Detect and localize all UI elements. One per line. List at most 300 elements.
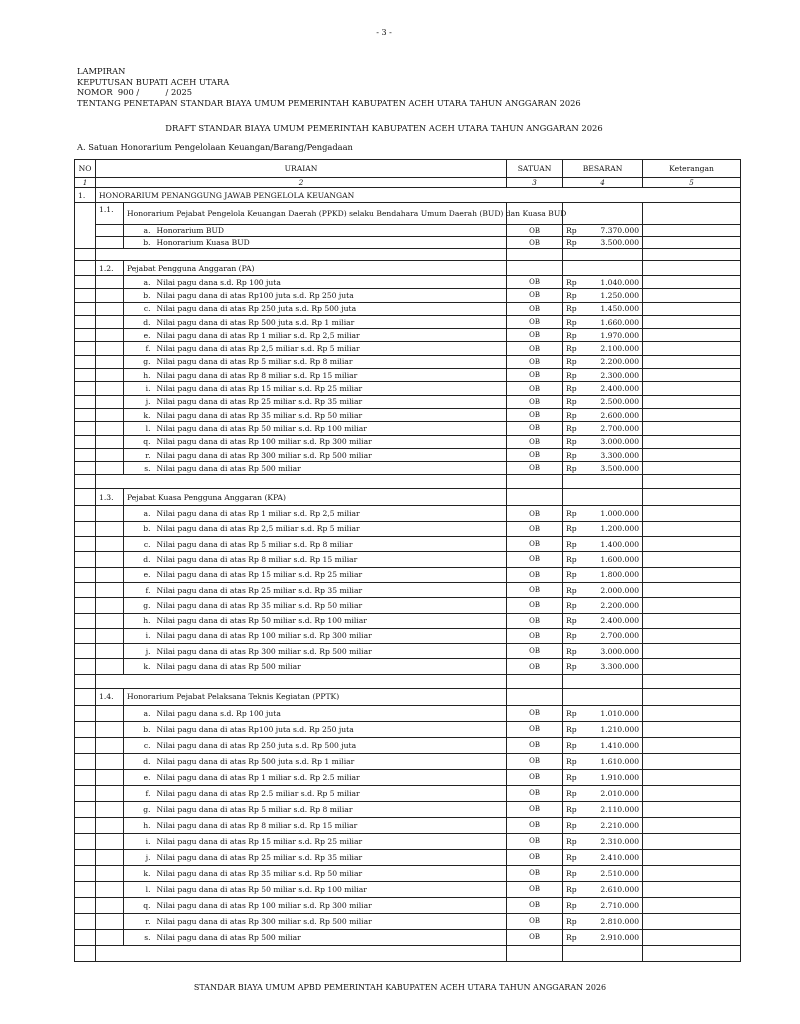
item-unit: OB <box>507 705 563 721</box>
item-letter: k. <box>124 865 154 881</box>
item-amount-cell <box>563 737 643 753</box>
header-keterangan: Keterangan <box>643 160 741 178</box>
no-cell <box>75 613 96 628</box>
item-letter: g. <box>124 801 154 817</box>
document-header <box>77 66 581 108</box>
no-cell <box>75 849 96 865</box>
currency: Rp <box>566 772 577 782</box>
no-cell <box>75 289 96 302</box>
item-amount-cell <box>563 521 643 536</box>
indent-cell <box>96 315 124 328</box>
item-amount-cell <box>563 582 643 597</box>
item-letter: a. <box>124 506 154 521</box>
indent-cell <box>96 897 124 913</box>
item-label: Nilai pagu dana di atas Rp 15 miliar s.d. Rp 25 miliar <box>154 833 507 849</box>
amount-wrap <box>566 601 639 610</box>
item-unit: OB <box>507 567 563 582</box>
amount-wrap <box>566 278 639 287</box>
amount-value: 1.450.000 <box>600 304 640 314</box>
currency: Rp <box>566 756 577 766</box>
amount-value: 2.200.000 <box>600 357 640 367</box>
table-row <box>75 342 741 355</box>
item-label: Nilai pagu dana di atas Rp 1 miliar s.d. Rp 2.5 miliar <box>154 769 507 785</box>
item-amount-cell <box>563 537 643 552</box>
amount-wrap <box>566 344 639 353</box>
amount-wrap <box>566 384 639 393</box>
currency: Rp <box>566 804 577 814</box>
item-unit: OB <box>507 506 563 521</box>
item-amount-cell <box>563 705 643 721</box>
currency: Rp <box>566 708 577 718</box>
amount-value: 7.370.000 <box>600 226 640 235</box>
currency: Rp <box>566 646 577 656</box>
item-amount-cell <box>563 329 643 342</box>
no-cell <box>75 395 96 408</box>
currency: Rp <box>566 884 577 894</box>
currency: Rp <box>566 509 577 519</box>
remarks-cell <box>643 448 741 461</box>
item-amount-cell <box>563 369 643 382</box>
amount-value: 2.400.000 <box>600 384 640 394</box>
no-cell <box>75 897 96 913</box>
amount-value: 1.660.000 <box>600 317 640 327</box>
item-label: Nilai pagu dana di atas Rp 100 miliar s.d. Rp 300 miliar <box>154 897 507 913</box>
remarks-cell <box>643 276 741 289</box>
amount-wrap <box>566 901 639 910</box>
no-cell <box>75 567 96 582</box>
sub3-code: 1.3. <box>96 489 124 506</box>
remarks-cell <box>643 506 741 521</box>
indent-cell <box>96 613 124 628</box>
spacer-row <box>75 249 741 261</box>
empty-cell <box>96 249 507 261</box>
header-uraian: URAIAN <box>96 160 507 178</box>
item-label: Nilai pagu dana di atas Rp 500 juta s.d. Rp 1 miliar <box>154 315 507 328</box>
item-unit: OB <box>507 237 563 249</box>
no-cell <box>75 769 96 785</box>
item-letter: l. <box>124 422 154 435</box>
item-unit: OB <box>507 302 563 315</box>
indent-cell <box>96 929 124 945</box>
empty-cell <box>643 945 741 961</box>
indent-cell <box>96 422 124 435</box>
empty-cell <box>643 475 741 489</box>
item-label: Nilai pagu dana di atas Rp 50 miliar s.d. Rp 100 miliar <box>154 422 507 435</box>
indent-cell <box>96 355 124 368</box>
amount-wrap <box>566 570 639 579</box>
item-label: Nilai pagu dana di atas Rp 35 miliar s.d. Rp 50 miliar <box>154 865 507 881</box>
item-unit: OB <box>507 849 563 865</box>
indent-cell <box>96 537 124 552</box>
item-label: Nilai pagu dana di atas Rp 25 miliar s.d. Rp 35 miliar <box>154 849 507 865</box>
amount-value: 2.310.000 <box>600 836 640 846</box>
table-row <box>75 289 741 302</box>
item-letter: k. <box>124 659 154 674</box>
table-row <box>75 506 741 521</box>
amount-value: 2.710.000 <box>600 900 640 910</box>
no-cell <box>75 382 96 395</box>
item-label: Nilai pagu dana di atas Rp 8 miliar s.d. Rp 15 miliar <box>154 552 507 567</box>
amount-wrap <box>566 238 639 247</box>
item-unit: OB <box>507 276 563 289</box>
item-unit: OB <box>507 881 563 897</box>
item-label: Nilai pagu dana di atas Rp 100 miliar s.d. Rp 300 miliar <box>154 435 507 448</box>
item-letter: i. <box>124 382 154 395</box>
amount-value: 2.810.000 <box>600 916 640 926</box>
currency: Rp <box>566 437 577 447</box>
currency: Rp <box>566 662 577 672</box>
indent-cell <box>96 598 124 613</box>
indent-cell <box>96 705 124 721</box>
no-cell <box>75 276 96 289</box>
remarks-cell <box>643 289 741 302</box>
currency: Rp <box>566 836 577 846</box>
currency: Rp <box>566 820 577 830</box>
amount-value: 2.100.000 <box>600 344 640 354</box>
amount-value: 2.300.000 <box>600 370 640 380</box>
indent-cell <box>96 448 124 461</box>
table-row <box>75 567 741 582</box>
item-letter: g. <box>124 598 154 613</box>
item-unit: OB <box>507 737 563 753</box>
table-row <box>75 435 741 448</box>
table-row <box>75 929 741 945</box>
empty-cell <box>507 674 563 688</box>
colnum-3: 3 <box>507 178 563 188</box>
item-unit: OB <box>507 342 563 355</box>
remarks-cell <box>643 435 741 448</box>
item-unit: OB <box>507 448 563 461</box>
item-label: Nilai pagu dana di atas Rp100 juta s.d. Rp 250 juta <box>154 289 507 302</box>
currency: Rp <box>566 357 577 367</box>
table-row <box>75 705 741 721</box>
empty-cell <box>643 674 741 688</box>
item-unit: OB <box>507 801 563 817</box>
item-letter: r. <box>124 448 154 461</box>
header-lampiran: LAMPIRAN <box>77 66 126 76</box>
empty-cell <box>96 475 507 489</box>
item-letter: h. <box>124 817 154 833</box>
remarks-cell <box>643 329 741 342</box>
amount-wrap <box>566 805 639 814</box>
no-cell <box>75 674 96 688</box>
item-amount-cell <box>563 929 643 945</box>
amount-value: 2.500.000 <box>600 397 640 407</box>
item-label: Nilai pagu dana di atas Rp 5 miliar s.d. Rp 8 miliar <box>154 355 507 368</box>
item-amount-cell <box>563 721 643 737</box>
indent-cell <box>96 395 124 408</box>
remarks-cell <box>643 769 741 785</box>
item-amount-cell <box>563 225 643 237</box>
item-unit: OB <box>507 395 563 408</box>
spacer-row <box>75 674 741 688</box>
amount-value: 1.200.000 <box>600 524 640 534</box>
indent-cell <box>96 582 124 597</box>
currency: Rp <box>566 330 577 340</box>
no-cell <box>75 329 96 342</box>
remarks-cell <box>643 737 741 753</box>
remarks-cell <box>643 537 741 552</box>
item-amount-cell <box>563 913 643 929</box>
item-label: Nilai pagu dana di atas Rp 2.5 miliar s.d. Rp 5 miliar <box>154 785 507 801</box>
amount-wrap <box>566 631 639 640</box>
empty-cell <box>563 489 643 506</box>
indent-cell <box>96 382 124 395</box>
amount-wrap <box>566 789 639 798</box>
indent-cell <box>96 659 124 674</box>
amount-value: 3.500.000 <box>600 463 640 473</box>
no-cell <box>75 688 96 705</box>
item-amount-cell <box>563 769 643 785</box>
currency: Rp <box>566 277 577 287</box>
remarks-cell <box>643 302 741 315</box>
currency: Rp <box>566 724 577 734</box>
no-cell <box>75 302 96 315</box>
currency: Rp <box>566 423 577 433</box>
item-label: Nilai pagu dana di atas Rp 25 miliar s.d. Rp 35 miliar <box>154 395 507 408</box>
item-unit: OB <box>507 382 563 395</box>
item-letter: b. <box>124 521 154 536</box>
item-amount-cell <box>563 448 643 461</box>
item-letter: d. <box>124 753 154 769</box>
table-row <box>75 395 741 408</box>
remarks-cell <box>643 817 741 833</box>
item-amount-cell <box>563 881 643 897</box>
no-cell <box>75 462 96 475</box>
item-unit: OB <box>507 225 563 237</box>
table-row <box>75 613 741 628</box>
item-amount-cell <box>563 315 643 328</box>
currency: Rp <box>566 317 577 327</box>
item-unit: OB <box>507 582 563 597</box>
item-letter: h. <box>124 369 154 382</box>
remarks-cell <box>643 315 741 328</box>
table-row <box>75 849 741 865</box>
header-subject: TENTANG PENETAPAN STANDAR BIAYA UMUM PEMERINTAH KABUPATEN ACEH UTARA TAHUN ANGGARAN 2026 <box>77 97 581 108</box>
amount-value: 1.610.000 <box>600 756 640 766</box>
no-cell <box>75 945 96 961</box>
remarks-cell <box>643 785 741 801</box>
spacer-row <box>75 945 741 961</box>
empty-cell <box>507 475 563 489</box>
amount-wrap <box>566 451 639 460</box>
table-row <box>75 865 741 881</box>
amount-value: 3.300.000 <box>600 450 640 460</box>
item-label: Nilai pagu dana di atas Rp 1 miliar s.d. Rp 2,5 miliar <box>154 329 507 342</box>
item-amount-cell <box>563 395 643 408</box>
subsection-1-label: Honorarium Pejabat Pengelola Keuangan Daerah (PPKD) selaku Bendahara Umum Daerah (BUD) dan Kuasa BUD <box>124 203 507 225</box>
amount-wrap <box>566 371 639 380</box>
amount-value: 2.600.000 <box>600 410 640 420</box>
no-cell <box>75 355 96 368</box>
item-unit: OB <box>507 897 563 913</box>
remarks-cell <box>643 897 741 913</box>
amount-wrap <box>566 773 639 782</box>
item-label: Nilai pagu dana di atas Rp 8 miliar s.d. Rp 15 miliar <box>154 369 507 382</box>
amount-wrap <box>566 917 639 926</box>
currency: Rp <box>566 410 577 420</box>
empty-cell <box>643 688 741 705</box>
indent-cell <box>96 753 124 769</box>
item-label: Nilai pagu dana di atas Rp 15 miliar s.d. Rp 25 miliar <box>154 567 507 582</box>
indent-cell <box>96 289 124 302</box>
column-number-row <box>75 178 741 188</box>
no-cell <box>75 598 96 613</box>
item-label: Nilai pagu dana di atas Rp 8 miliar s.d. Rp 15 miliar <box>154 817 507 833</box>
item-letter: e. <box>124 329 154 342</box>
item-unit: OB <box>507 552 563 567</box>
header-no: NO <box>75 160 96 178</box>
subsection-1-code: 1.1. <box>96 203 124 225</box>
amount-wrap <box>566 226 639 235</box>
amount-value: 1.210.000 <box>600 724 640 734</box>
empty-cell <box>643 261 741 276</box>
currency: Rp <box>566 344 577 354</box>
table-row <box>75 582 741 597</box>
item-unit: OB <box>507 422 563 435</box>
no-cell <box>75 913 96 929</box>
table-row <box>75 659 741 674</box>
item-label: Nilai pagu dana di atas Rp 35 miliar s.d. Rp 50 miliar <box>154 598 507 613</box>
item-letter: d. <box>124 315 154 328</box>
amount-wrap <box>566 331 639 340</box>
item-amount-cell <box>563 628 643 643</box>
empty-cell <box>507 688 563 705</box>
item-amount-cell <box>563 302 643 315</box>
amount-wrap <box>566 357 639 366</box>
indent-cell <box>96 521 124 536</box>
item-unit: OB <box>507 355 563 368</box>
empty-cell <box>563 475 643 489</box>
item-unit: OB <box>507 289 563 302</box>
empty-cell <box>563 203 643 225</box>
indent-cell <box>96 276 124 289</box>
remarks-cell <box>643 644 741 659</box>
item-label: Nilai pagu dana di atas Rp 250 juta s.d. Rp 500 juta <box>154 737 507 753</box>
item-unit: OB <box>507 315 563 328</box>
colnum-4: 4 <box>563 178 643 188</box>
item-letter: i. <box>124 833 154 849</box>
amount-value: 1.410.000 <box>600 740 640 750</box>
section-title: A. Satuan Honorarium Pengelolaan Keuangan/Barang/Pengadaan <box>77 142 353 152</box>
honorarium-table <box>74 159 741 962</box>
table-row <box>75 897 741 913</box>
document-title: DRAFT STANDAR BIAYA UMUM PEMERINTAH KABUPATEN ACEH UTARA TAHUN ANGGARAN 2026 <box>165 123 603 133</box>
table-row <box>75 521 741 536</box>
indent-cell <box>96 225 124 237</box>
no-cell <box>75 737 96 753</box>
section-number: 1. <box>75 188 96 203</box>
item-unit: OB <box>507 329 563 342</box>
amount-wrap <box>566 837 639 846</box>
remarks-cell <box>643 721 741 737</box>
no-cell <box>75 369 96 382</box>
amount-value: 1.040.000 <box>600 277 640 287</box>
section-row <box>75 188 741 203</box>
amount-wrap <box>566 318 639 327</box>
amount-wrap <box>566 524 639 533</box>
remarks-cell <box>643 395 741 408</box>
currency: Rp <box>566 554 577 564</box>
empty-cell <box>643 203 741 225</box>
currency: Rp <box>566 370 577 380</box>
item-label: Nilai pagu dana di atas Rp 2,5 miliar s.d. Rp 5 miliar <box>154 521 507 536</box>
remarks-cell <box>643 462 741 475</box>
table-row <box>75 382 741 395</box>
header-besaran: BESARAN <box>563 160 643 178</box>
item-amount-cell <box>563 289 643 302</box>
currency: Rp <box>566 631 577 641</box>
item-unit: OB <box>507 753 563 769</box>
indent-cell <box>96 462 124 475</box>
item-label: Nilai pagu dana di atas Rp 5 miliar s.d. Rp 8 miliar <box>154 537 507 552</box>
table-row <box>75 355 741 368</box>
amount-value: 2.110.000 <box>600 804 640 814</box>
empty-cell <box>507 489 563 506</box>
indent-cell <box>96 881 124 897</box>
item-letter: b. <box>124 237 154 249</box>
currency: Rp <box>566 740 577 750</box>
amount-value: 2.700.000 <box>600 423 640 433</box>
item-unit: OB <box>507 833 563 849</box>
table-body <box>75 188 741 962</box>
amount-wrap <box>566 437 639 446</box>
table-row <box>75 785 741 801</box>
item-unit: OB <box>507 865 563 881</box>
table-row <box>75 329 741 342</box>
item-unit: OB <box>507 408 563 421</box>
item-label: Nilai pagu dana di atas Rp100 juta s.d. Rp 250 juta <box>154 721 507 737</box>
indent-cell <box>96 721 124 737</box>
sub4-label: Honorarium Pejabat Pelaksana Teknis Kegiatan (PPTK) <box>124 688 507 705</box>
item-amount-cell <box>563 552 643 567</box>
amount-wrap <box>566 741 639 750</box>
item-letter: j. <box>124 849 154 865</box>
item-letter: b. <box>124 721 154 737</box>
remarks-cell <box>643 801 741 817</box>
empty-cell <box>563 674 643 688</box>
no-cell <box>75 552 96 567</box>
no-cell <box>75 881 96 897</box>
item-label: Nilai pagu dana di atas Rp 15 miliar s.d. Rp 25 miliar <box>154 382 507 395</box>
indent-cell <box>96 329 124 342</box>
item-amount-cell <box>563 422 643 435</box>
currency: Rp <box>566 539 577 549</box>
item-letter: e. <box>124 567 154 582</box>
item-label: Honorarium Kuasa BUD <box>154 237 507 249</box>
item-label: Nilai pagu dana di atas Rp 300 miliar s.d. Rp 500 miliar <box>154 448 507 461</box>
indent-cell <box>96 849 124 865</box>
item-letter: i. <box>124 628 154 643</box>
item-unit: OB <box>507 913 563 929</box>
sub2-label: Pejabat Pengguna Anggaran (PA) <box>124 261 507 276</box>
indent-cell <box>96 644 124 659</box>
item-label: Nilai pagu dana di atas Rp 5 miliar s.d. Rp 8 miliar <box>154 801 507 817</box>
amount-value: 1.250.000 <box>600 290 640 300</box>
item-unit: OB <box>507 537 563 552</box>
item-amount-cell <box>563 801 643 817</box>
table-row <box>75 369 741 382</box>
item-label: Nilai pagu dana di atas Rp 500 juta s.d. Rp 1 miliar <box>154 753 507 769</box>
no-cell <box>75 489 96 506</box>
item-unit: OB <box>507 435 563 448</box>
no-cell <box>75 817 96 833</box>
amount-wrap <box>566 933 639 942</box>
indent-cell <box>96 369 124 382</box>
empty-cell <box>507 261 563 276</box>
item-letter: h. <box>124 613 154 628</box>
item-letter: a. <box>124 276 154 289</box>
